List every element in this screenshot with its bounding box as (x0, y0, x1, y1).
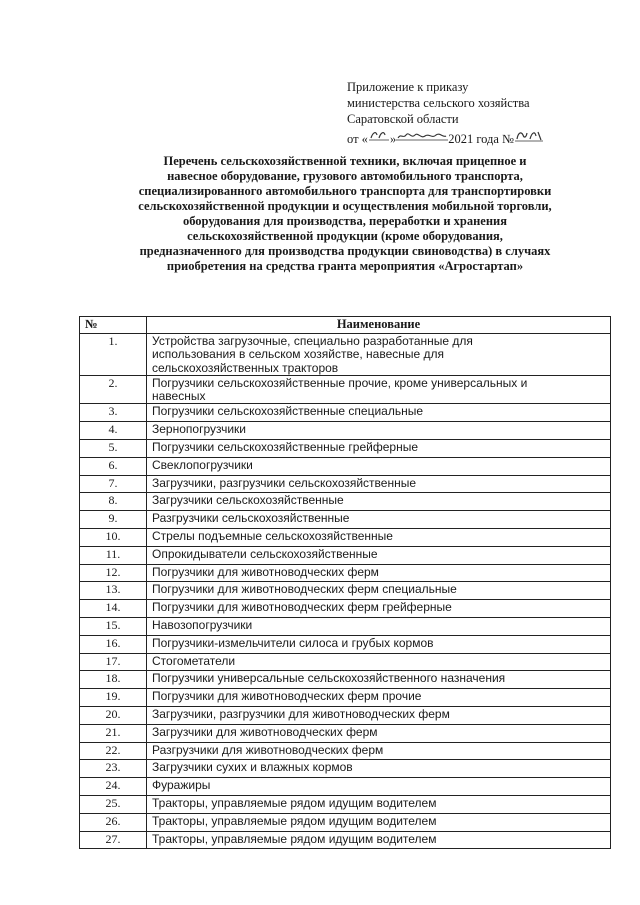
row-name-line: Погрузчики для животноводческих ферм прочие (152, 689, 422, 704)
row-number: 22. (80, 742, 147, 760)
row-name-line: Разгрузчики для животноводческих ферм (152, 742, 384, 757)
row-name-line: Загрузчики для животноводческих ферм (152, 724, 378, 739)
table-row (80, 493, 611, 511)
row-name-line: Погрузчики универсальные сельскохозяйственного назначения (152, 671, 506, 686)
table-row (80, 813, 611, 831)
row-name-line: Загрузчики сухих и влажных кормов (152, 760, 353, 775)
table-row (80, 375, 611, 404)
table-row (80, 671, 611, 689)
equipment-table (79, 316, 611, 849)
row-name (147, 600, 611, 618)
table-row (80, 440, 611, 458)
title-line: приобретения на средства гранта мероприятия «Агростартап» (166, 259, 524, 273)
row-name (147, 546, 611, 564)
row-name-line: использования в сельском хозяйстве, навесные для (152, 347, 445, 362)
row-name (147, 635, 611, 653)
row-name (147, 582, 611, 600)
date-year: 2021 года № (448, 132, 514, 146)
row-number: 15. (80, 618, 147, 636)
row-name-line: сельскохозяйственных тракторов (152, 360, 339, 375)
row-name-line: Опрокидыватели сельскохозяйственные (152, 546, 378, 561)
date-mid: » (389, 132, 397, 146)
row-name (147, 334, 611, 376)
table-row (80, 618, 611, 636)
row-number: 7. (80, 475, 147, 493)
row-name-line: Загрузчики сельскохозяйственные (152, 493, 344, 508)
row-name (147, 778, 611, 796)
row-name-line: Погрузчики сельскохозяйственные прочие, кроме универсальных и (152, 375, 528, 390)
table-row (80, 724, 611, 742)
handwritten-order-number (514, 127, 544, 143)
title-line: Перечень сельскохозяйственной техники, включая прицепное и (163, 154, 527, 168)
row-name-line: Загрузчики, разгрузчики сельскохозяйственные (152, 475, 417, 490)
row-number: 13. (80, 582, 147, 600)
row-name (147, 440, 611, 458)
row-name (147, 404, 611, 422)
row-name (147, 813, 611, 831)
row-number: 17. (80, 653, 147, 671)
title-line: оборудования для производства, переработки и хранения (182, 214, 508, 228)
table-row (80, 457, 611, 475)
title-line: сельскохозяйственной продукции (кроме оборудования, (187, 229, 503, 243)
header-line-3: Саратовской области (347, 112, 459, 126)
row-name (147, 457, 611, 475)
row-number: 12. (80, 564, 147, 582)
row-number: 24. (80, 778, 147, 796)
row-name (147, 618, 611, 636)
row-number: 27. (80, 831, 147, 849)
row-number: 2. (80, 375, 147, 404)
table-row (80, 653, 611, 671)
table-body (80, 334, 611, 849)
row-name-line: Свеклопогрузчики (152, 457, 253, 472)
row-number: 26. (80, 813, 147, 831)
handwritten-day (368, 127, 390, 143)
row-name-line: Погрузчики для животноводческих ферм грейферные (152, 600, 452, 615)
column-header-name: Наименование (147, 317, 611, 334)
row-name-line: Стрелы подъемные сельскохозяйственные (152, 529, 393, 544)
row-name (147, 511, 611, 529)
row-number: 16. (80, 635, 147, 653)
row-number: 1. (80, 334, 147, 376)
row-name-line: Погрузчики сельскохозяйственные грейферные (152, 440, 418, 455)
header-line-1: Приложение к приказу (347, 80, 469, 94)
row-number: 10. (80, 529, 147, 547)
row-name (147, 475, 611, 493)
row-name-line: Зернопогрузчики (152, 422, 246, 437)
title-line: специализированного автомобильного транспорта для транспортировки (138, 184, 552, 198)
table-row (80, 404, 611, 422)
row-name-line: Тракторы, управляемые рядом идущим водителем (152, 831, 437, 846)
row-number: 8. (80, 493, 147, 511)
table-row (80, 689, 611, 707)
column-header-number: № (80, 317, 147, 334)
table-row (80, 796, 611, 814)
row-name (147, 422, 611, 440)
table-row (80, 742, 611, 760)
row-name (147, 493, 611, 511)
table-row (80, 564, 611, 582)
row-name-line: Стогометатели (152, 653, 236, 668)
row-number: 11. (80, 546, 147, 564)
row-name-line: Тракторы, управляемые рядом идущим водителем (152, 813, 437, 828)
row-name (147, 742, 611, 760)
row-name (147, 831, 611, 849)
row-name (147, 707, 611, 725)
row-number: 20. (80, 707, 147, 725)
row-name (147, 689, 611, 707)
row-number: 6. (80, 457, 147, 475)
order-attachment-header (347, 79, 544, 147)
row-name-line: Навозопогрузчики (152, 618, 253, 633)
row-name-line: Разгрузчики сельскохозяйственные (152, 511, 350, 526)
table-row (80, 546, 611, 564)
table-row (80, 475, 611, 493)
table-row (80, 760, 611, 778)
table-row (80, 831, 611, 849)
table-row (80, 600, 611, 618)
row-name (147, 529, 611, 547)
row-name-line: Устройства загрузочные, специально разработанные для (152, 334, 473, 348)
row-name-line: Фуражиры (152, 778, 211, 793)
row-name-line: Погрузчики сельскохозяйственные специальные (152, 404, 424, 419)
row-number: 5. (80, 440, 147, 458)
row-number: 19. (80, 689, 147, 707)
row-name-line: Погрузчики для животноводческих ферм (152, 564, 379, 579)
table-row (80, 529, 611, 547)
table-row (80, 635, 611, 653)
title-line: сельскохозяйственной продукции и осуществления мобильной торговли, (138, 199, 552, 213)
date-prefix: от « (347, 132, 368, 146)
row-name-line: Погрузчики-измельчители силоса и грубых кормов (152, 635, 434, 650)
row-name (147, 760, 611, 778)
table-row (80, 511, 611, 529)
title-line: предназначенного для производства продукции свиноводства) в случаях (139, 244, 551, 258)
row-name (147, 564, 611, 582)
header-date-line (347, 127, 544, 147)
handwritten-month (396, 127, 448, 143)
row-number: 23. (80, 760, 147, 778)
row-name (147, 671, 611, 689)
row-name-line: навесных (152, 389, 206, 404)
row-name-line: Загрузчики, разгрузчики для животноводческих ферм (152, 707, 450, 722)
row-number: 9. (80, 511, 147, 529)
table-row (80, 707, 611, 725)
row-name (147, 375, 611, 404)
row-number: 3. (80, 404, 147, 422)
row-number: 4. (80, 422, 147, 440)
title-line: навесное оборудование, грузового автомобильного транспорта, (167, 169, 523, 183)
table-header-row (80, 317, 611, 334)
table-row (80, 778, 611, 796)
row-number: 25. (80, 796, 147, 814)
row-name-line: Тракторы, управляемые рядом идущим водителем (152, 796, 437, 811)
row-name (147, 796, 611, 814)
row-number: 21. (80, 724, 147, 742)
row-number: 18. (80, 671, 147, 689)
document-title (80, 154, 610, 274)
row-number: 14. (80, 600, 147, 618)
row-name-line: Погрузчики для животноводческих ферм специальные (152, 582, 457, 597)
table-row (80, 582, 611, 600)
row-name (147, 653, 611, 671)
table-row (80, 422, 611, 440)
table-row (80, 334, 611, 376)
header-line-2: министерства сельского хозяйства (347, 96, 530, 110)
row-name (147, 724, 611, 742)
